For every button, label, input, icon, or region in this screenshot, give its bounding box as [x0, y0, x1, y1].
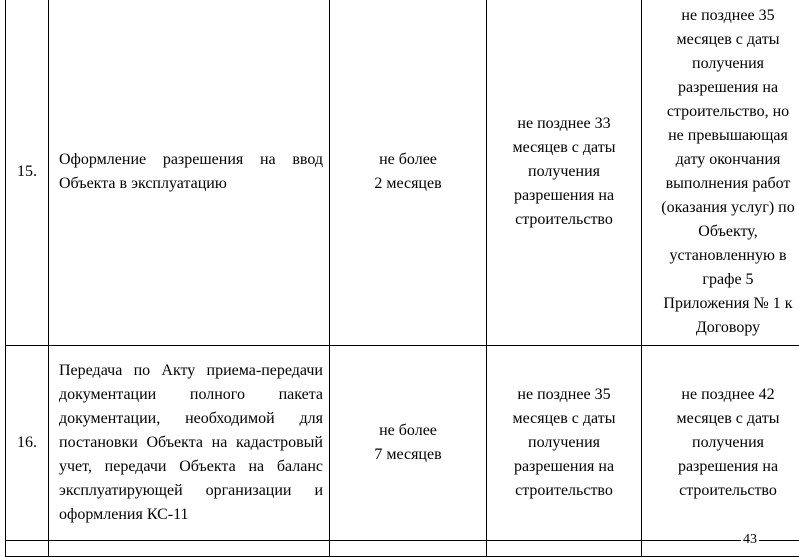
stage-end: не позднее 42 месяцев с даты получения разрешения на строительство: [642, 346, 799, 541]
table-row: [6, 346, 799, 541]
schedule-table: [5, 0, 799, 557]
row-number: 16.: [6, 346, 49, 541]
empty-cell: [642, 541, 799, 557]
table-row-partial: [6, 541, 799, 557]
row-number: 15.: [6, 0, 49, 346]
empty-cell: [330, 541, 487, 557]
stage-end: не позднее 35 месяцев с даты получения разрешения на строительство, но не превышающая дату окончания выполнения работ (оказания услуг) по Объекту, установленную в графе 5 Приложения № 1 к Договору: [642, 0, 799, 346]
stage-name: Оформление разрешения на ввод Объекта в эксплуатацию: [49, 0, 330, 346]
page-number: 43: [741, 532, 759, 548]
table-row: [6, 0, 799, 346]
stage-start: не позднее 35 месяцев с даты получения разрешения на строительство: [487, 346, 642, 541]
stage-duration: не более 7 месяцев: [330, 346, 487, 541]
stage-start: не позднее 33 месяцев с даты получения разрешения на строительство: [487, 0, 642, 346]
empty-cell: [49, 541, 330, 557]
empty-cell: [6, 541, 49, 557]
stage-name: Передача по Акту приема-передачи документации полного пакета документации, необходимой для постановки Объекта на кадастровый учет, передачи Объекта на баланс эксплуатирующей организации и оформления КС-11: [49, 346, 330, 541]
empty-cell: [487, 541, 642, 557]
stage-duration: не более 2 месяцев: [330, 0, 487, 346]
